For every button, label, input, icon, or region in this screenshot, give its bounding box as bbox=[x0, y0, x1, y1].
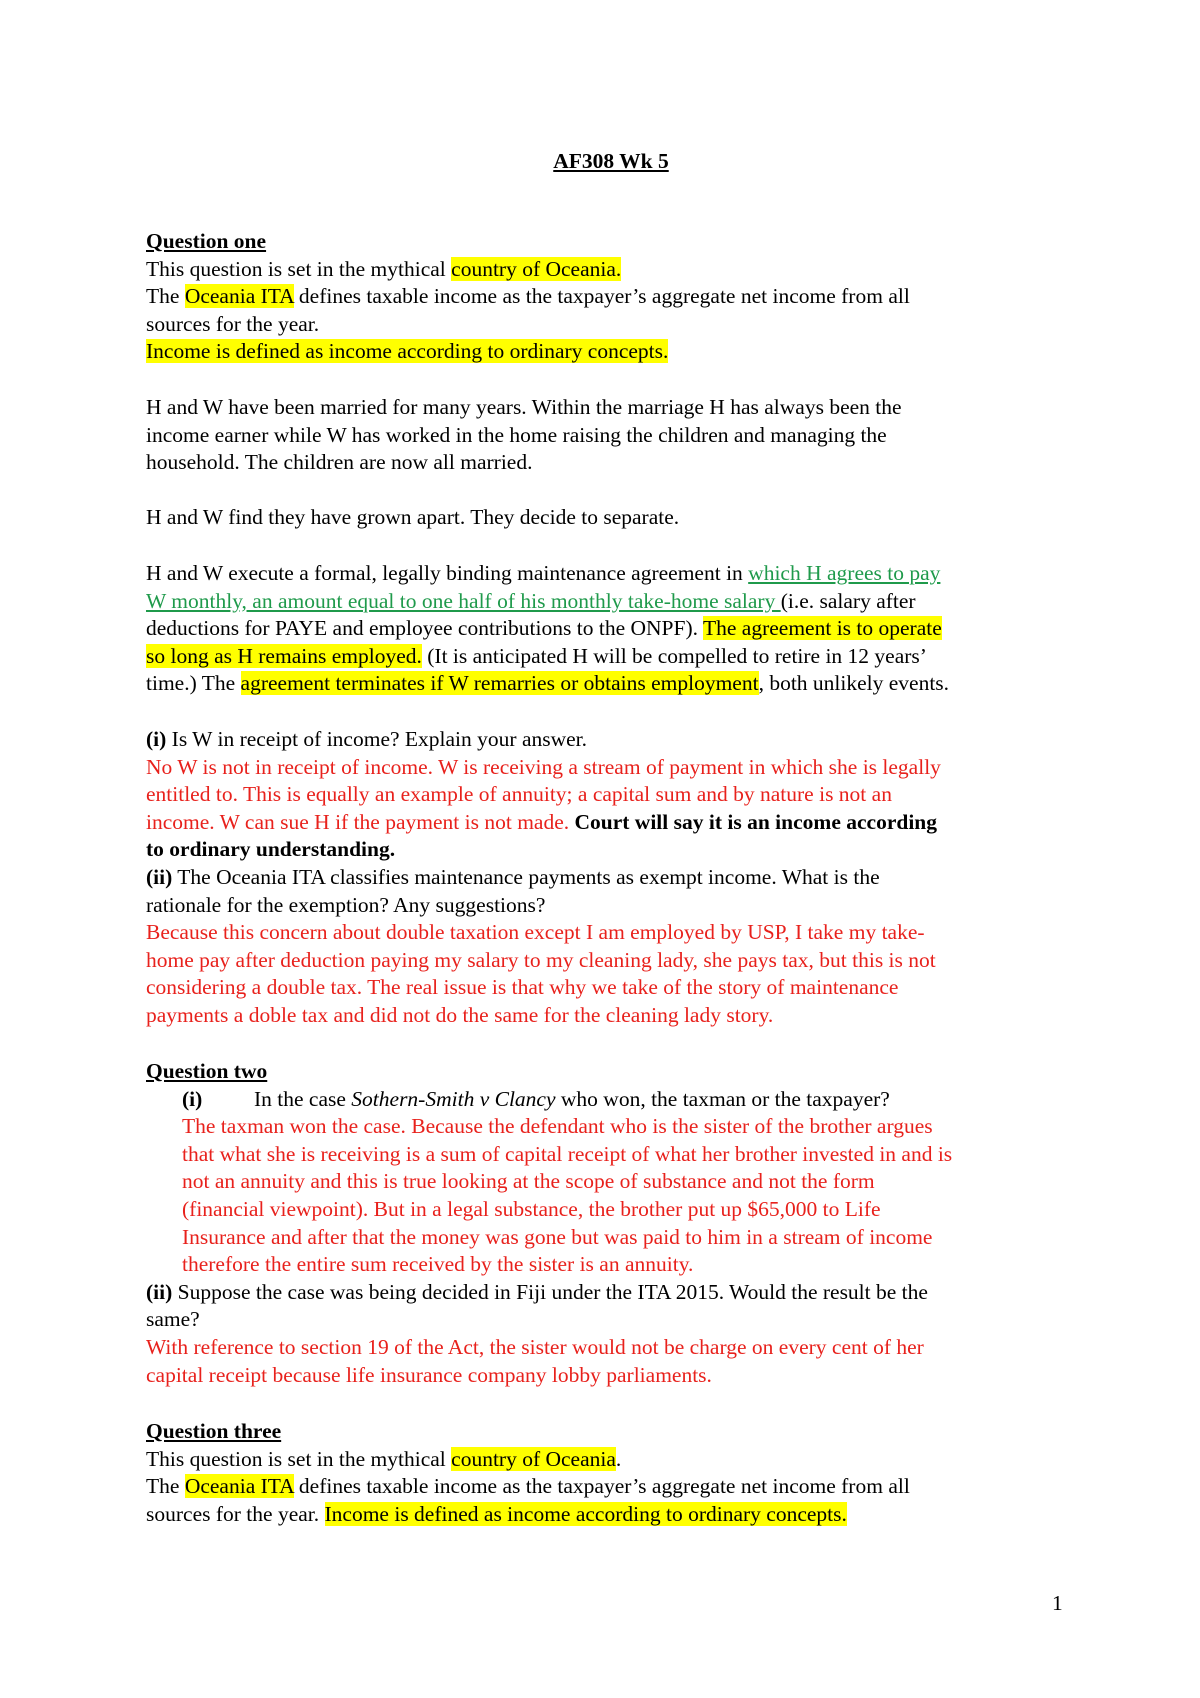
answer-text: not an annuity and this is true looking at the scope of substance and not the form bbox=[182, 1169, 875, 1194]
question-three-heading: Question three bbox=[146, 1419, 282, 1443]
highlight: country of Oceania bbox=[451, 1446, 616, 1471]
q1-line-1: This question is set in the mythical country of Oceania. bbox=[146, 256, 622, 281]
q1-line-2: The Oceania ITA defines taxable income as the taxpayer’s aggregate net income from all bbox=[146, 284, 910, 309]
highlight: country of Oceania. bbox=[451, 256, 622, 281]
answer-text: therefore the entire sum received by the sister is an annuity. bbox=[182, 1252, 694, 1277]
green-underline-text: which H agrees to pay bbox=[748, 561, 941, 585]
answer-text: considering a double tax. The real issue is that why we take of the story of maintenance bbox=[146, 975, 899, 1000]
answer-text: No W is not in receipt of income. W is receiving a stream of payment in which she is legally bbox=[146, 754, 941, 779]
q1-paragraph-4: H and W execute a formal, legally binding maintenance agreement in which H agrees to pay W monthly, an amount equal to one half of his monthly take-home salary (i.e. salary after deductions for PAYE and employee contributions to the ONPF). The agreement is to operate so long as H remains employed. (It is anticipated H will be compelled to retire in 12 years’ time.) The agreement terminates if W remarries or obtains employment, both unlikely events. bbox=[146, 561, 950, 696]
question-two: Question two (i) In the case Sothern-Smith v Clancy who won, the taxman or the taxpayer? The taxman won the case. Because the defendant who is the sister of the brother argues that what she is receiving is a sum of capital receipt of what her brother invested in and is not an annuity and this is true looking at the scope of substance and not the form (financial viewpoint). But in a legal substance, the brother put up $65,000 to Life Insurance and after that the money was gone but was paid to him in a stream of income therefore the entire sum received by the sister is an annuity. (ii) Suppose the case was being decided in Fiji under the ITA 2015. Would the result be the same? With reference to section 19 of the Act, the sister would not be charge on every cent of her capital receipt because life insurance company lobby parliaments. bbox=[146, 1058, 1076, 1389]
q1-part-i: (i) Is W in receipt of income? Explain your answer. No W is not in receipt of income. W is receiving a stream of payment in which she is legally entitled to. This is equally an example of annuity; a capital sum and by nature is not an income. W can sue H if the payment is not made. Court will say it is an income according to ordinary understanding. (ii) The Oceania ITA classifies maintenance payments as exempt income. What is the rationale for the exemption? Any suggestions? Because this concern about double taxation except I am employed by USP, I take my take- home pay after deduction paying my salary to my cleaning lady, she pays tax, but this is not considering a double tax. The real issue is that why we take of the story of maintenance payments a doble tax and did not do the same for the cleaning lady story. bbox=[146, 726, 1076, 1030]
question-two-heading: Question two bbox=[146, 1059, 268, 1083]
highlight: Income is defined as income according to ordinary concepts. bbox=[324, 1501, 847, 1526]
answer-text: (financial viewpoint). But in a legal substance, the brother put up $65,000 to Life bbox=[182, 1196, 881, 1221]
q2-part-i-question: (i) In the case Sothern-Smith v Clancy who won, the taxman or the taxpayer? bbox=[182, 1086, 890, 1111]
q2-part-ii-question: (ii) Suppose the case was being decided in Fiji under the ITA 2015. Would the result be the bbox=[146, 1279, 928, 1304]
highlight: Income is defined as income according to ordinary concepts. bbox=[146, 339, 669, 364]
answer-text: With reference to section 19 of the Act, the sister would not be charge on every cent of her bbox=[146, 1334, 924, 1359]
highlight: agreement terminates if W remarries or obtains employment bbox=[240, 671, 759, 696]
question-one bbox=[146, 228, 1076, 366]
q1-part-ii-question: (ii) The Oceania ITA classifies maintenance payments as exempt income. What is the bbox=[146, 864, 880, 889]
page-number: 1 bbox=[1052, 1591, 1063, 1615]
document-title: AF308 Wk 5 bbox=[553, 149, 669, 173]
green-underline-text: W monthly, an amount equal to one half of his monthly take-home salary bbox=[146, 588, 781, 613]
highlight: Oceania ITA bbox=[184, 1474, 294, 1499]
answer-text: home pay after deduction paying my salary to my cleaning lady, she pays tax, but this is not bbox=[146, 947, 936, 972]
highlight: The agreement is to operate bbox=[702, 616, 942, 641]
answer-text: payments a doble tax and did not do the same for the cleaning lady story. bbox=[146, 1002, 774, 1027]
question-one-heading: Question one bbox=[146, 229, 267, 253]
answer-text: Insurance and after that the money was gone but was paid to him in a stream of income bbox=[182, 1224, 933, 1249]
question-three: Question three This question is set in the mythical country of Oceania. The Oceania ITA defines taxable income as the taxpayer’s aggregate net income from all sources for the year. Income is defined as income according to ordinary concepts. bbox=[146, 1418, 1076, 1528]
answer-text: Because this concern about double taxation except I am employed by USP, I take my take- bbox=[146, 920, 925, 945]
q1-part-i-question: (i) Is W in receipt of income? Explain your answer. bbox=[146, 727, 588, 751]
q1-paragraph-2: H and W have been married for many years. Within the marriage H has always been the income earner while W has worked in the home raising the children and managing the household. The children are now all married. bbox=[146, 395, 902, 475]
answer-text: entitled to. This is equally an example of annuity; a capital sum and by nature is not an bbox=[146, 782, 892, 807]
answer-text: The taxman won the case. Because the defendant who is the sister of the brother argues bbox=[182, 1114, 933, 1139]
answer-text: income. W can sue H if the payment is not made. bbox=[146, 809, 575, 834]
q1-line-3: sources for the year. bbox=[146, 311, 320, 336]
answer-text: capital receipt because life insurance company lobby parliaments. bbox=[146, 1362, 712, 1387]
highlight: so long as H remains employed. bbox=[146, 643, 422, 668]
highlight: Oceania ITA bbox=[184, 284, 294, 309]
q1-line-4 bbox=[146, 338, 1076, 366]
q1-paragraph-3: H and W find they have grown apart. They decide to separate. bbox=[146, 505, 680, 529]
answer-text: that what she is receiving is a sum of capital receipt of what her brother invested in and is bbox=[182, 1141, 953, 1166]
